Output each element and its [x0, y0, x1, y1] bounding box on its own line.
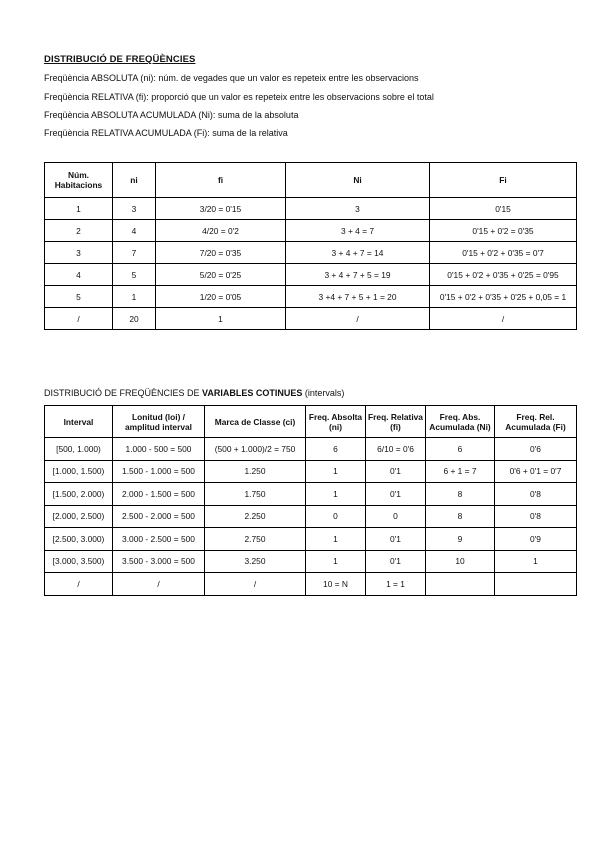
table-cell: 4/20 = 0'2 — [156, 220, 286, 242]
table-row — [45, 438, 577, 461]
table-cell: 3 — [45, 242, 113, 264]
table-cell: [1.500, 2.000) — [45, 483, 113, 506]
table-header-row — [45, 163, 577, 198]
table-cell: 8 — [426, 483, 495, 506]
table-row — [45, 198, 577, 220]
table-cell: 4 — [45, 264, 113, 286]
table-cell: 0'15 + 0'2 + 0'35 + 0'25 = 0'95 — [430, 264, 577, 286]
table-cell: 3.000 - 2.500 = 500 — [113, 528, 205, 551]
column-header: Ni — [286, 163, 430, 198]
table-row — [45, 220, 577, 242]
table-cell: 0'1 — [366, 528, 426, 551]
definition-absolute-cumulative: Freqüència ABSOLUTA ACUMULADA (Ni): suma de la absoluta — [44, 110, 299, 120]
column-header: ni — [113, 163, 156, 198]
column-header: Freq. Rel. Acumulada (Fi) — [495, 406, 577, 438]
table-row — [45, 264, 577, 286]
table-cell: 6 — [306, 438, 366, 461]
table-cell: 3 — [286, 198, 430, 220]
table-cell: 1/20 = 0'05 — [156, 286, 286, 308]
table-cell: 0'6 + 0'1 = 0'7 — [495, 460, 577, 483]
column-header: Lonitud (loi) / amplitud interval — [113, 406, 205, 438]
table-header-row — [45, 406, 577, 438]
table-cell: 2.500 - 2.000 = 500 — [113, 505, 205, 528]
table-cell: 3 +4 + 7 + 5 + 1 = 20 — [286, 286, 430, 308]
table-cell: / — [286, 308, 430, 330]
column-header: Fi — [430, 163, 577, 198]
table-cell: [500, 1.000) — [45, 438, 113, 461]
table-cell: 2 — [45, 220, 113, 242]
column-header: Interval — [45, 406, 113, 438]
table-cell: 3.500 - 3.000 = 500 — [113, 550, 205, 573]
table-cell: 1.500 - 1.000 = 500 — [113, 460, 205, 483]
table-cell: 1 — [156, 308, 286, 330]
table-cell: (500 + 1.000)/2 = 750 — [205, 438, 306, 461]
table-cell: 10 — [426, 550, 495, 573]
table-cell: 7/20 = 0'35 — [156, 242, 286, 264]
table-cell: 0'1 — [366, 550, 426, 573]
column-header: fi — [156, 163, 286, 198]
table-cell: 6 + 1 = 7 — [426, 460, 495, 483]
table-cell: 3 + 4 + 7 = 14 — [286, 242, 430, 264]
table-cell: 10 = N — [306, 573, 366, 596]
frequency-table — [44, 162, 577, 330]
table-row — [45, 308, 577, 330]
table-cell: [2.500, 3.000) — [45, 528, 113, 551]
table-cell: 5 — [113, 264, 156, 286]
page-heading: DISTRIBUCIÓ DE FREQÜÈNCIES — [44, 54, 196, 65]
table-cell: 8 — [426, 505, 495, 528]
table-cell: / — [430, 308, 577, 330]
table-cell: 1 — [495, 550, 577, 573]
table-row — [45, 573, 577, 596]
definition-relative-cumulative: Freqüència RELATIVA ACUMULADA (Fi): suma de la relativa — [44, 128, 288, 138]
table-row — [45, 550, 577, 573]
table-cell: 3 + 4 + 7 + 5 = 19 — [286, 264, 430, 286]
table-cell: 0'8 — [495, 483, 577, 506]
table-row — [45, 460, 577, 483]
table-cell: 6 — [426, 438, 495, 461]
table-cell: 7 — [113, 242, 156, 264]
table-cell: 3/20 = 0'15 — [156, 198, 286, 220]
column-header: Marca de Classe (ci) — [205, 406, 306, 438]
table-cell: 3.250 — [205, 550, 306, 573]
table-cell: 1.750 — [205, 483, 306, 506]
table-cell: 0'15 + 0'2 + 0'35 + 0'25 + 0,05 = 1 — [430, 286, 577, 308]
table-cell: 3 — [113, 198, 156, 220]
column-header: Núm. Habitacions — [45, 163, 113, 198]
table-cell: 3 + 4 = 7 — [286, 220, 430, 242]
table-cell: 4 — [113, 220, 156, 242]
table-cell: 1 = 1 — [366, 573, 426, 596]
table-cell: [2.000, 2.500) — [45, 505, 113, 528]
table-cell: 0 — [306, 505, 366, 528]
continuous-variables-title: DISTRIBUCIÓ DE FREQÜÈNCIES DE VARIABLES COTINUES (intervals) — [44, 388, 345, 398]
column-header: Freq. Relativa (fi) — [366, 406, 426, 438]
table-cell: 1 — [306, 483, 366, 506]
table-cell: 5/20 = 0'25 — [156, 264, 286, 286]
table-cell — [495, 573, 577, 596]
table-cell: 0'1 — [366, 460, 426, 483]
table-cell: [3.000, 3.500) — [45, 550, 113, 573]
table-cell: 0'8 — [495, 505, 577, 528]
table-cell: / — [45, 308, 113, 330]
table-cell: 6/10 = 0'6 — [366, 438, 426, 461]
table-cell: 0'15 + 0'2 + 0'35 = 0'7 — [430, 242, 577, 264]
table-cell: 0'1 — [366, 483, 426, 506]
table-cell: 2.750 — [205, 528, 306, 551]
table-row — [45, 286, 577, 308]
table-row — [45, 528, 577, 551]
table-cell: 0'15 — [430, 198, 577, 220]
table-cell: 2.000 - 1.500 = 500 — [113, 483, 205, 506]
table-cell: 0'15 + 0'2 = 0'35 — [430, 220, 577, 242]
table-cell: / — [45, 573, 113, 596]
table-cell: 5 — [45, 286, 113, 308]
table-row — [45, 483, 577, 506]
definition-relative: Freqüència RELATIVA (fi): proporció que un valor es repeteix entre les observacions sobre el total — [44, 92, 434, 102]
table-cell: 1 — [306, 550, 366, 573]
table-cell: / — [113, 573, 205, 596]
table-cell: 1 — [306, 528, 366, 551]
table-cell: / — [205, 573, 306, 596]
table-cell — [426, 573, 495, 596]
table-cell: 2.250 — [205, 505, 306, 528]
table-cell: 1 — [306, 460, 366, 483]
table-cell: 1.250 — [205, 460, 306, 483]
table-cell: [1.000, 1.500) — [45, 460, 113, 483]
definition-absolute: Freqüència ABSOLUTA (ni): núm. de vegades que un valor es repeteix entre les observacions — [44, 73, 419, 83]
column-header: Freq. Abs. Acumulada (Ni) — [426, 406, 495, 438]
table-row — [45, 505, 577, 528]
table-cell: 1.000 - 500 = 500 — [113, 438, 205, 461]
table-cell: 1 — [113, 286, 156, 308]
table-cell: 0 — [366, 505, 426, 528]
table-cell: 9 — [426, 528, 495, 551]
table-cell: 20 — [113, 308, 156, 330]
interval-frequency-table — [44, 405, 577, 596]
table-cell: 0'6 — [495, 438, 577, 461]
table-cell: 0'9 — [495, 528, 577, 551]
table-cell: 1 — [45, 198, 113, 220]
column-header: Freq. Absolta (ni) — [306, 406, 366, 438]
table-row — [45, 242, 577, 264]
